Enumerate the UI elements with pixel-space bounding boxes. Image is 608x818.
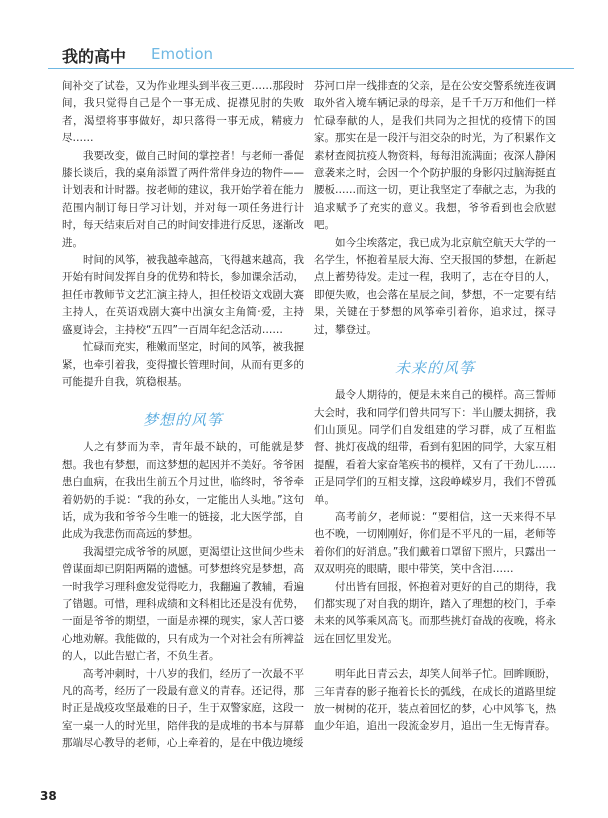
left-column	[62, 78, 304, 753]
body-paragraph: 忙碌而充实，稚嫩而坚定，时间的风筝，被我握紧，也牵引着我，变得擅长管理时间，从而有更多的可能提升自我，筑稳根基。	[62, 341, 304, 388]
page-number: 38	[40, 789, 57, 803]
body-paragraph: 最令人期待的，便是未来自己的模样。高三誓师大会时，我和同学们曾共同写下：半山腰太拥挤，我们山顶见。同学们自发组建的学习群，成了互相监督、挑灯夜战的纽带，看到有犯困的同学，大家互相提醒，看着大家奋笔疾书的模样，又有了干劲儿……正是同学们的互相支撑，这段峥嵘岁月，我们不曾孤单。	[314, 389, 556, 506]
body-paragraph: 付出皆有回报，怀抱着对更好的自己的期待，我们都实现了对自我的期许，踏入了理想的校门，手牵未来的风筝乘风高飞。而那些挑灯奋战的夜晚，将永远在回忆里发光。	[314, 580, 556, 645]
section-title-dream-kite: 梦想的风筝	[142, 411, 223, 430]
body-paragraph: 时间的风筝，被我越牵越高，飞得越来越高，我开始有时间发挥自身的优势和特长，参加课余活动，担任市教师节文艺汇演主持人，担任校语文戏剧大赛主持人，在英语戏剧大赛中出演女主角简·爱，主持盛夏诗会，主持校“五四”一百周年纪念活动……	[62, 254, 304, 336]
body-paragraph: 明年此日青云去，却笑人间举子忙。回眸顾盼，三年青春的影子拖着长长的弧线，在成长的道路里绽放一树树的花开，装点着回忆的梦，心中风筝飞，热血少年追，追出一段流金岁月，追出一生无悔青春。	[314, 668, 556, 733]
body-paragraph: 芬河口岸一线排查的父亲，是在公安交警系统连夜调取外省入境车辆记录的母亲，是千千万万和他们一样忙碌奉献的人，是我们共同为之担忧的疫情下的国家。那实在是一段汗与泪交杂的时光，为了积累作文素材查阅抗疫人物资料，每每泪流满面；夜深人静闲意袭来之时，会因一个个防护服的身影闪过脑海挺直腰板……而这一切，更让我坚定了奉献之志，为我的追求赋予了充实的意义。我想，爷爷看到也会欣慰吧。	[314, 80, 556, 232]
body-paragraph: 如今尘埃落定，我已成为北京航空航天大学的一名学生，怀抱着星辰大海、空天报国的梦想，在新起点上蓄势待发。走过一程，我明了，志在夺目的人，即便失败，也会落在星辰之间，梦想，不一定要有结果，关键在于梦想的风筝牵引着你，追求过，探寻过，攀登过。	[314, 236, 556, 336]
section-title-future-kite: 未来的风筝	[394, 359, 475, 378]
right-column	[314, 78, 556, 736]
body-paragraph: 高考前夕，老师说：“要相信，这一天来得不早也不晚，一切刚刚好，你们是不平凡的一届，老师等着你们的好消息。”我们戴着口罩留下照片，只露出一双双明亮的眼睛，眼中带笑，笑中含泪……	[314, 510, 556, 576]
body-paragraph: 间补交了试卷，又为作业埋头到半夜三更……那段时间，我只觉得自己是个一事无成、捉襟见肘的失败者，渴望将事事做好，却只落得一事无成，精疲力尽……	[62, 80, 304, 145]
body-paragraph: 高考冲刺时，十八岁的我们，经历了一次最不平凡的高考，经历了一段最有意义的青春。还记得，那时正是战疫攻坚最难的日子，生于双警家庭，这段一室一桌一人的时光里，陪伴我的是成堆的书本与屏幕那端尽心教导的老师，心上牵着的，是在中俄边境绥	[62, 667, 304, 750]
body-paragraph: 我渴望完成爷爷的夙愿，更渴望让这世间少些未曾谋面却已阴阳两隔的遗憾。可梦想终究是梦想，高一时我学习理科愈发觉得吃力，我翻遍了教辅，看遍了错题。可惜，理科成绩和文科相比还是没有优势，一面是爷爷的期望，一面是赤裸的现实，家人苦口婆心地劝解。我能做的，只有成为一个对社会有所裨益的人，以此告慰亡者，不负生者。	[62, 545, 304, 663]
column-subtitle: Emotion	[151, 45, 213, 63]
column-title: 我的高中	[62, 47, 127, 66]
body-paragraph: 人之有梦而为幸，青年最不缺的，可能就是梦想。我也有梦想，而这梦想的起因并不美好。爷爷困患白血病，在我出生前五个月过世，临终时，爷爷牵着奶奶的手说：“我的孙女，一定能出人头地。”这句话，成为我和爷爷今生唯一的链接，北大医学部，自此成为我悲伤而高远的梦想。	[62, 441, 304, 541]
header-divider	[48, 68, 574, 69]
page-header	[48, 44, 574, 66]
body-paragraph: 我要改变，做自己时间的掌控者！与老师一番促膝长谈后，我的桌角添置了两件常伴身边的物件——计划表和计时器。按老师的建议，我开始学着在能力范围内制订每日学习计划，并对每一项任务进行计时，每天结束后对自己的时间安排进行反思，逐渐改进。	[62, 149, 304, 249]
